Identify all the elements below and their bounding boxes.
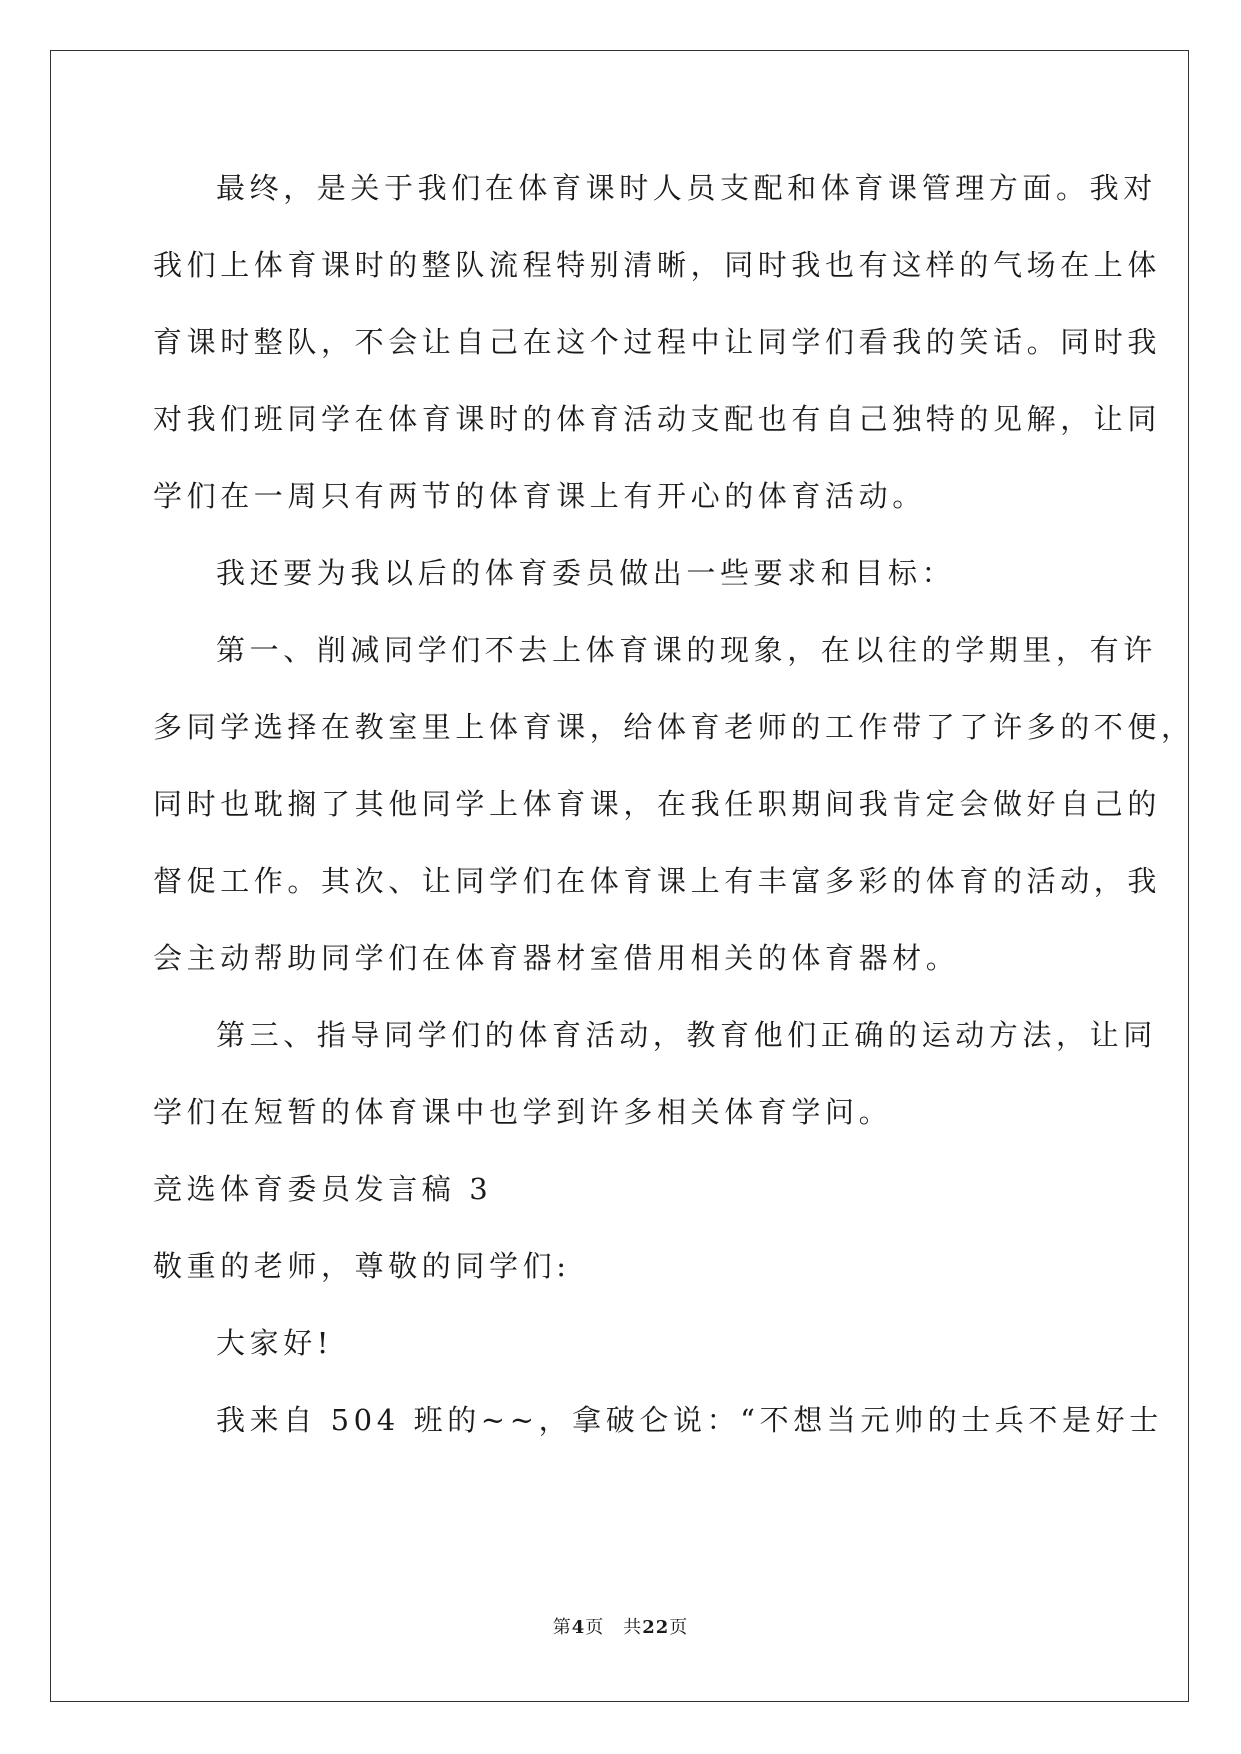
footer-prefix: 第 — [552, 1617, 572, 1638]
text-line: 育课时整队，不会让自己在这个过程中让同学们看我的笑话。同时我 — [153, 325, 1162, 359]
text-line: 学们在短暂的体育课中也学到许多相关体育学问。 — [153, 1095, 893, 1129]
text-line: 学们在一周只有两节的体育课上有开心的体育活动。 — [153, 479, 926, 513]
greeting: 大家好! — [216, 1326, 334, 1360]
footer-page-number: 4 — [571, 1617, 586, 1638]
salutation: 敬重的老师，尊敬的同学们: — [153, 1249, 571, 1283]
text-line: 第三、指导同学们的体育活动，教育他们正确的运动方法，让同 — [216, 1018, 1157, 1052]
footer-total-pages: 22 — [642, 1617, 670, 1638]
page-footer — [0, 1613, 1241, 1639]
text-line: 督促工作。其次、让同学们在体育课上有丰富多彩的体育的活动，我 — [153, 864, 1162, 898]
text-line: 最终，是关于我们在体育课时人员支配和体育课管理方面。我对 — [216, 171, 1157, 205]
text-line: 对我们班同学在体育课时的体育活动支配也有自己独特的见解，让同 — [153, 402, 1162, 436]
text-line: 我还要为我以后的体育委员做出一些要求和目标： — [216, 556, 956, 590]
footer-middle: 页 共 — [585, 1617, 643, 1638]
text-line: 第一、削减同学们不去上体育课的现象，在以往的学期里，有许 — [216, 633, 1157, 667]
text-line: 我来自 504 班的~~，拿破仑说：“不想当元帅的士兵不是好士 — [216, 1403, 1163, 1437]
text-line: 我们上体育课时的整队流程特别清晰，同时我也有这样的气场在上体 — [153, 248, 1162, 282]
text-line: 同时也耽搁了其他同学上体育课，在我任职期间我肯定会做好自己的 — [153, 787, 1162, 821]
text-line: 会主动帮助同学们在体育器材室借用相关的体育器材。 — [153, 941, 960, 975]
text-line: 多同学选择在教室里上体育课，给体育老师的工作带了了许多的不便， — [153, 710, 1195, 744]
footer-suffix: 页 — [669, 1617, 689, 1638]
section-heading: 竞选体育委员发言稿 3 — [153, 1172, 493, 1206]
document-body — [153, 150, 1195, 1459]
